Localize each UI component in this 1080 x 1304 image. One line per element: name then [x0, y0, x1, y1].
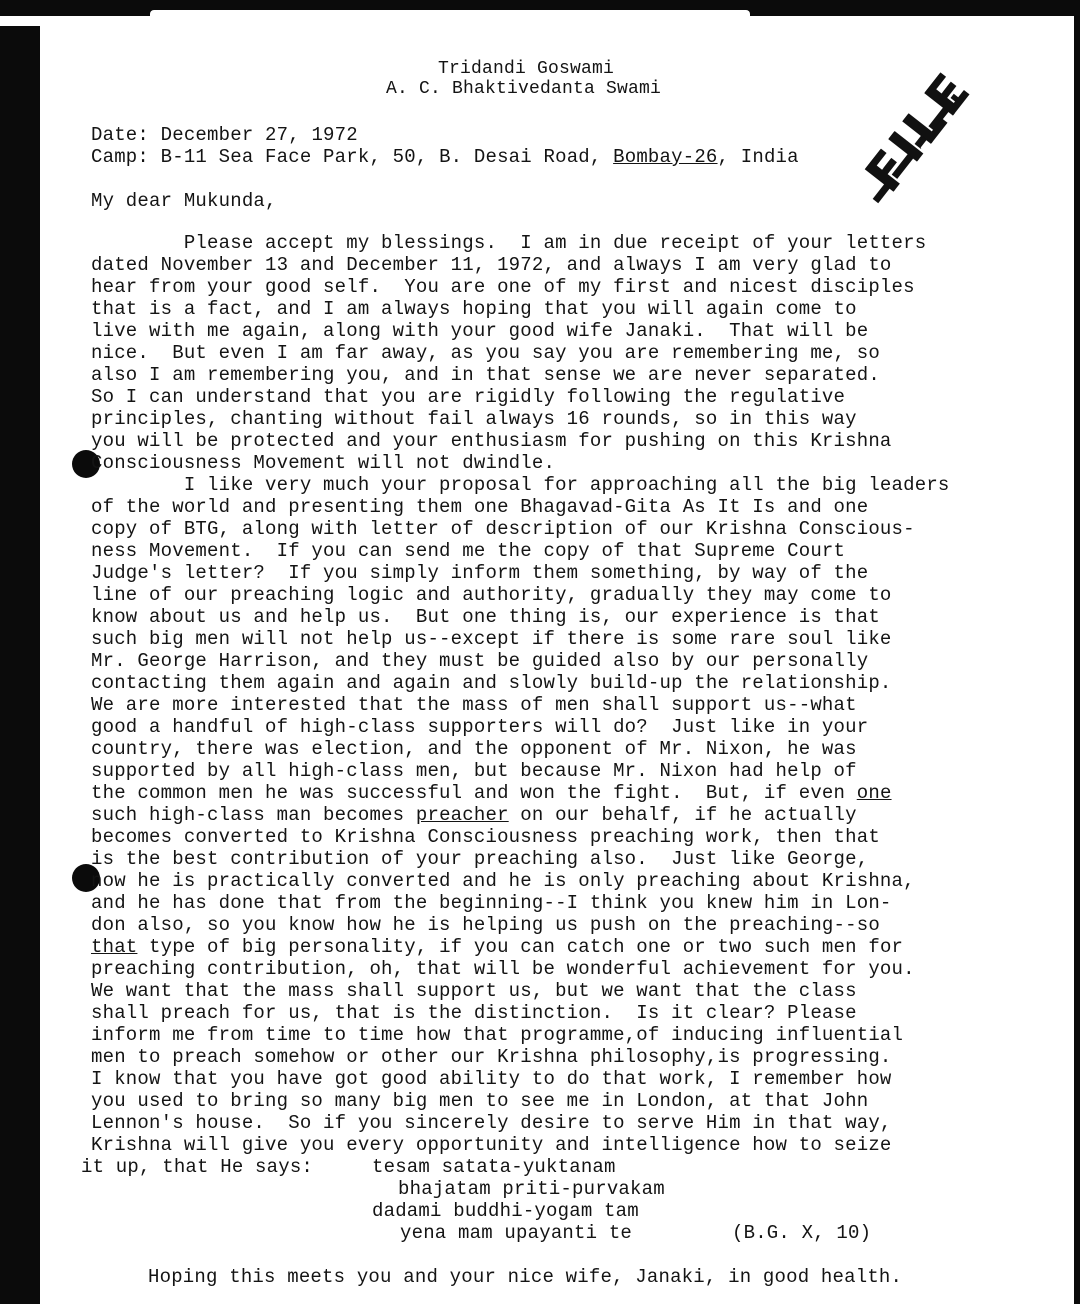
body-line: dated November 13 and December 11, 1972, and always I am very glad to	[91, 254, 892, 276]
body-line: the common men he was successful and won the fight. But, if even one	[91, 782, 892, 804]
body-line: Krishna will give you every opportunity and intelligence how to seize	[91, 1134, 892, 1156]
body-line: becomes converted to Krishna Consciousness preaching work, then that	[91, 826, 880, 848]
underlined-word: preacher	[415, 804, 509, 826]
body-line: supported by all high-class men, but because Mr. Nixon had help of	[91, 760, 857, 782]
body-line: I know that you have got good ability to do that work, I remember how	[91, 1068, 892, 1090]
file-stamp: FILE	[855, 60, 984, 202]
verse-line: tesam satata-yuktanam	[372, 1156, 616, 1178]
letterhead-line2: A. C. Bhaktivedanta Swami	[386, 79, 662, 99]
body-line: that is a fact, and I am always hoping that you will again come to	[91, 298, 857, 320]
body-line: inform me from time to time how that programme,of inducing influential	[91, 1024, 904, 1046]
body-line: also I am remembering you, and in that sense we are never separated.	[91, 364, 880, 386]
letterhead-line1: Tridandi Goswami	[438, 59, 615, 79]
body-line: now he is practically converted and he is only preaching about Krishna,	[91, 870, 915, 892]
body-line: Mr. George Harrison, and they must be guided also by our personally	[91, 650, 869, 672]
body-line: and he has done that from the beginning--I think you knew him in Lon-	[91, 892, 892, 914]
verse-line: dadami buddhi-yogam tam	[372, 1200, 639, 1222]
body-line: of the world and presenting them one Bhagavad-Gita As It Is and one	[91, 496, 869, 518]
body-line: it up, that He says:	[81, 1156, 314, 1178]
body-line: Lennon's house. So if you sincerely desire to serve Him in that way,	[91, 1112, 892, 1134]
body-line: I like very much your proposal for approaching all the big leaders	[91, 474, 950, 496]
body-line: Please accept my blessings. I am in due receipt of your letters	[91, 232, 927, 254]
body-line: hear from your good self. You are one of my first and nicest disciples	[91, 276, 915, 298]
body-line: country, there was election, and the opponent of Mr. Nixon, he was	[91, 738, 857, 760]
scan-edge-left	[0, 0, 40, 1304]
camp-line	[91, 146, 799, 168]
body-line: that type of big personality, if you can catch one or two such men for	[91, 936, 904, 958]
body-line: Consciousness Movement will not dwindle.	[91, 452, 556, 474]
body-line: preaching contribution, oh, that will be wonderful achievement for you.	[91, 958, 915, 980]
scan-edge-right	[1074, 0, 1080, 1304]
body-line: ness Movement. If you can send me the copy of that Supreme Court	[91, 540, 846, 562]
date-label: Date:	[91, 124, 150, 146]
body-line: nice. But even I am far away, as you say you are remembering me, so	[91, 342, 880, 364]
camp-country: , India	[717, 146, 799, 168]
body-line: principles, chanting without fail always 16 rounds, so in this way	[91, 408, 857, 430]
body-line: We want that the mass shall support us, but we want that the class	[91, 980, 857, 1002]
body-line: is the best contribution of your preaching also. Just like George,	[91, 848, 869, 870]
body-line: men to preach somehow or other our Krishna philosophy,is progressing.	[91, 1046, 892, 1068]
body-line: such big men will not help us--except if there is some rare soul like	[91, 628, 892, 650]
body-line: Judge's letter? If you simply inform them something, by way of the	[91, 562, 869, 584]
body-line: you used to bring so many big men to see me in London, at that John	[91, 1090, 869, 1112]
camp-label: Camp:	[91, 146, 150, 168]
body-line: shall preach for us, that is the distinction. Is it clear? Please	[91, 1002, 857, 1024]
date-line	[91, 124, 358, 146]
body-line: good a handful of high-class supporters will do? Just like in your	[91, 716, 869, 738]
verse-reference: (B.G. X, 10)	[732, 1222, 872, 1244]
body-line: you will be protected and your enthusiasm for pushing on this Krishna	[91, 430, 892, 452]
body-line: live with me again, along with your good wife Janaki. That will be	[91, 320, 869, 342]
verse-line: yena mam upayanti te	[400, 1222, 633, 1244]
camp-address: B-11 Sea Face Park, 50, B. Desai Road,	[160, 146, 614, 168]
body-line: contacting them again and again and slowly build-up the relationship.	[91, 672, 892, 694]
salutation: My dear Mukunda,	[91, 190, 277, 212]
body-line: line of our preaching logic and authority, gradually they may come to	[91, 584, 892, 606]
closing-line: Hoping this meets you and your nice wife, Janaki, in good health.	[148, 1266, 903, 1288]
date-value: December 27, 1972	[160, 124, 358, 146]
body-line: We are more interested that the mass of men shall support us--what	[91, 694, 857, 716]
body-line: So I can understand that you are rigidly following the regulative	[91, 386, 846, 408]
body-line: such high-class man becomes preacher on our behalf, if he actually	[91, 804, 857, 826]
verse-line: bhajatam priti-purvakam	[398, 1178, 665, 1200]
underlined-word: one	[856, 782, 892, 804]
body-line: don also, so you know how he is helping us push on the preaching--so	[91, 914, 880, 936]
camp-city: Bombay-26	[613, 146, 718, 168]
underlined-word: that	[91, 936, 138, 958]
body-line: copy of BTG, along with letter of description of our Krishna Conscious-	[91, 518, 915, 540]
body-line: know about us and help us. But one thing is, our experience is that	[91, 606, 880, 628]
